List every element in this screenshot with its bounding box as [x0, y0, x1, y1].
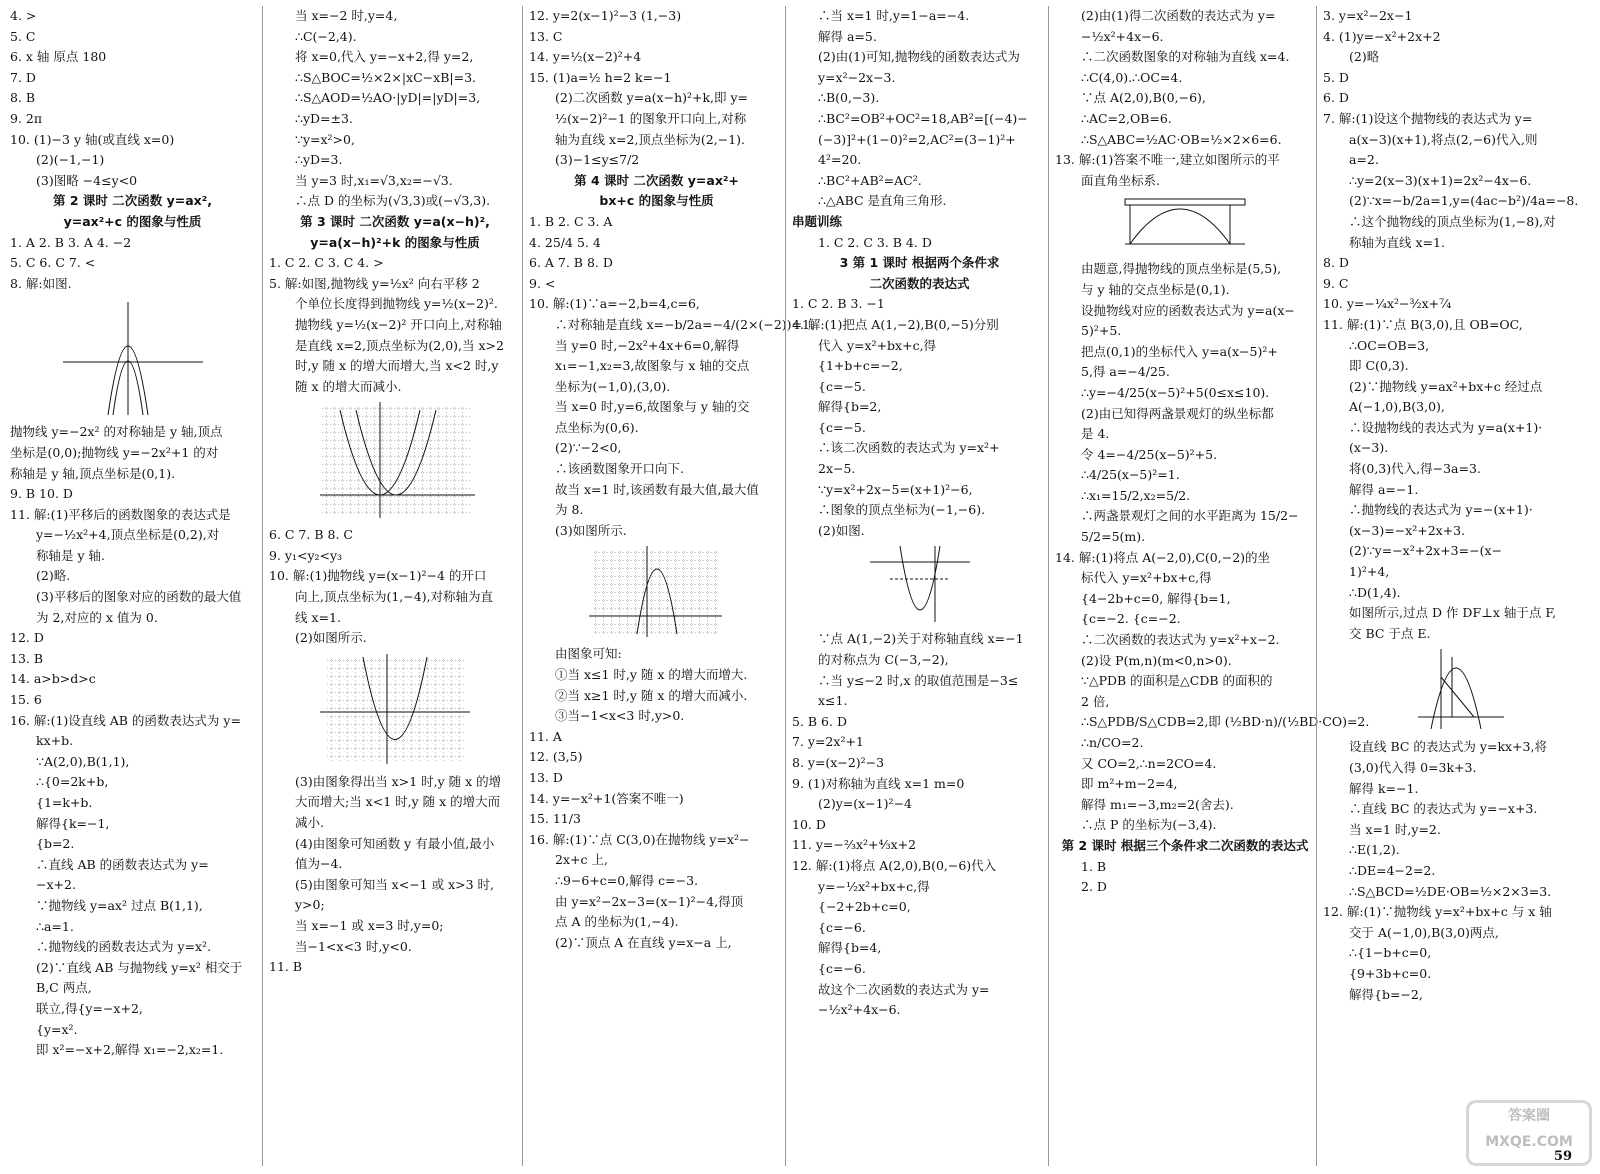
- answer-line: 4. 25/4 5. 4: [529, 234, 601, 250]
- answer-line: y=−½x²+bx+c,得: [818, 878, 930, 894]
- answer-line: ∴D(1,4).: [1349, 584, 1401, 600]
- answer-line: (2)∵直线 AB 与抛物线 y=x² 相交于: [36, 959, 243, 975]
- answer-line: ∴S△ABC=½AC·OB=½×2×6=6.: [1081, 131, 1282, 147]
- answer-line: 5,得 a=−4/25.: [1081, 364, 1170, 380]
- answer-line: 4. (1)y=−x²+2x+2: [1323, 28, 1441, 44]
- answer-line: 交于 A(−1,0),B(3,0)两点,: [1349, 924, 1499, 940]
- answer-line: 即 x²=−x+2,解得 x₁=−2,x₂=1.: [36, 1042, 224, 1058]
- answer-line: 4. 解:(1)把点 A(1,−2),B(0,−5)分别: [792, 316, 999, 332]
- answer-line: 设直线 BC 的表达式为 y=kx+3,将: [1349, 739, 1547, 755]
- answer-line: 解得{b=2,: [818, 399, 882, 415]
- answer-line: ∴n/CO=2.: [1081, 735, 1144, 750]
- answer-line: 1. C 2. B 3. −1: [792, 296, 885, 312]
- answer-line: 是 4.: [1081, 426, 1110, 442]
- column-1: [10, 6, 255, 1166]
- answer-line: 是直线 x=2,顶点坐标为(2,0),当 x>2: [295, 337, 504, 353]
- answer-line: (2)(−1,−1): [36, 152, 105, 168]
- answer-line: ③当−1<x<3 时,y>0.: [555, 708, 685, 724]
- answer-line: ∴y=−4/25(x−5)²+5(0≤x≤10).: [1081, 384, 1270, 400]
- answer-line: 5. B 6. D: [792, 713, 847, 729]
- answer-line: 5. D: [1323, 69, 1349, 85]
- answer-line: ∴a=1.: [36, 918, 74, 934]
- answer-line: y=−½x²+4,顶点坐标是(0,2),对: [36, 527, 220, 543]
- answer-line: ∴该二次函数的表达式为 y=x²+: [818, 440, 1000, 456]
- answer-line: {c=−6.: [818, 919, 866, 935]
- answer-line: 故当 x=1 时,该函数有最大值,最大值: [555, 481, 759, 497]
- answer-line: (2)如图所示.: [295, 630, 367, 646]
- answer-line: 为 8.: [555, 502, 584, 518]
- answer-line: 联立,得{y=−x+2,: [36, 1000, 143, 1016]
- answer-line: 坐标是(0,0);抛物线 y=−2x²+1 的对: [10, 444, 219, 460]
- answer-line: 14. y=½(x−2)²+4: [529, 49, 642, 65]
- answer-line: 10. (1)−3 y 轴(或直线 x=0): [10, 131, 175, 147]
- answer-line: ∴B(0,−3).: [818, 90, 880, 106]
- answer-line: ½(x−2)²−1 的图象开口向上,对称: [555, 110, 747, 126]
- answer-line: ∴S△AOD=½AO·|yD|=|yD|=3,: [295, 90, 481, 106]
- section-heading: 第 4 课时 二次函数 y=ax²+: [574, 172, 739, 188]
- section-heading: 第 2 课时 二次函数 y=ax²,: [53, 193, 212, 209]
- figure-bridge-arch: [1055, 194, 1315, 254]
- section-heading: 第 3 课时 二次函数 y=a(x−h)²,: [300, 213, 490, 229]
- answer-line: (2)由已知得两盏景观灯的纵坐标都: [1081, 405, 1274, 421]
- answer-line: 把点(0,1)的坐标代入 y=a(x−5)²+: [1081, 343, 1278, 359]
- answer-line: (3,0)代入得 0=3k+3.: [1349, 760, 1477, 775]
- answer-line: 6. x 轴 原点 180: [10, 49, 107, 65]
- answer-line: 由 y=x²−2x−3=(x−1)²−4,得顶: [555, 893, 744, 909]
- answer-line: 当 y=3 时,x₁=√3,x₂=−√3.: [295, 172, 453, 188]
- answer-line: (3)如图所示.: [555, 522, 627, 538]
- answer-line: ∴y=2(x−3)(x+1)=2x²−4x−6.: [1349, 172, 1532, 188]
- answer-line: 5/2=5(m).: [1081, 529, 1146, 545]
- answer-line: 1. A 2. B 3. A 4. −2: [10, 234, 132, 250]
- answer-line: ∴图象的顶点坐标为(−1,−6).: [818, 502, 986, 518]
- answer-line: 15. (1)a=½ h=2 k=−1: [529, 69, 672, 85]
- answer-line: ∵抛物线 y=ax² 过点 B(1,1),: [36, 897, 203, 913]
- answer-line: 称轴为直线 x=1.: [1349, 234, 1445, 250]
- answer-line: 7. y=2x²+1: [792, 734, 864, 750]
- answer-line: ∴点 D 的坐标为(√3,3)或(−√3,3).: [295, 193, 491, 209]
- answer-line: ∴AC=2,OB=6.: [1081, 110, 1172, 126]
- answer-line: 9. (1)对称轴为直线 x=1 m=0: [792, 775, 965, 791]
- answer-line: ∵点 A(1,−2)关于对称轴直线 x=−1: [818, 631, 1024, 647]
- answer-line: ∵A(2,0),B(1,1),: [36, 753, 130, 769]
- section-heading: 3 第 1 课时 根据两个条件求: [839, 255, 1000, 271]
- answer-line: 解得{k=−1,: [36, 815, 110, 831]
- answer-line: (5)由图象可知当 x<−1 或 x>3 时,: [295, 876, 494, 892]
- answer-line: 交 BC 于点 E.: [1349, 625, 1431, 641]
- answer-line: {c=−5.: [818, 419, 866, 435]
- answer-line: {c=−2. {c=−2.: [1081, 611, 1181, 627]
- answer-line: 时,y 随 x 的增大而增大,当 x<2 时,y: [295, 358, 499, 374]
- answer-line: 又 CO=2,∴n=2CO=4.: [1081, 755, 1217, 771]
- answer-line: 9. <: [529, 275, 556, 291]
- answer-line: 点 A 的坐标为(1,−4).: [555, 914, 679, 930]
- answer-line: ∵点 A(2,0),B(0,−6),: [1081, 90, 1206, 106]
- answer-line: 解得 a=5.: [818, 28, 877, 44]
- answer-line: 11. 解:(1)∵点 B(3,0),且 OB=OC,: [1323, 316, 1523, 332]
- answer-line: (3)图略 −4≤y<0: [36, 172, 138, 188]
- answer-line: 为 2,对应的 x 值为 0.: [36, 609, 158, 625]
- answer-line: ∴该函数图象开口向下.: [555, 461, 684, 477]
- answer-line: (2)y=(x−1)²−4: [818, 796, 912, 812]
- answer-line: 5. 解:如图,抛物线 y=½x² 向右平移 2: [269, 275, 480, 291]
- answer-line: 坐标为(−1,0),(3,0).: [555, 378, 671, 394]
- answer-line: ∴当 x=1 时,y=1−a=−4.: [818, 8, 970, 23]
- answer-line: 大而增大;当 x<1 时,y 随 x 的增大而: [295, 794, 501, 810]
- answer-line: (2)∵x=−b/2a=1,y=(4ac−b²)/4a=−8.: [1349, 193, 1579, 209]
- answer-line: 9. C: [1323, 275, 1349, 291]
- answer-line: ∴设抛物线的表达式为 y=a(x+1)·: [1349, 419, 1543, 435]
- answer-line: 7. D: [10, 69, 36, 85]
- answer-line: 16. 解:(1)设直线 AB 的函数表达式为 y=: [10, 712, 241, 728]
- answer-line: ∴对称轴是直线 x=−b/2a=−4/(2×(−2))=1.: [555, 316, 814, 332]
- answer-line: (2)∵y=−x²+2x+3=−(x−: [1349, 543, 1502, 559]
- answer-line: ∴x₁=15/2,x₂=5/2.: [1081, 487, 1191, 503]
- answer-line: 当 y=0 时,−2x²+4x+6=0,解得: [555, 337, 740, 353]
- column-4: [785, 6, 1047, 1166]
- answer-line: 当−1<x<3 时,y<0.: [295, 938, 412, 954]
- answer-line: 故这个二次函数的表达式为 y=: [818, 981, 990, 997]
- answer-line: ∴9−6+c=0,解得 c=−3.: [555, 872, 699, 888]
- answer-line: (2)∵−2<0,: [555, 440, 622, 456]
- answer-line: ∴两盏景观灯之间的水平距离为 15/2−: [1081, 508, 1299, 524]
- answer-line: (2)由(1)得二次函数的表达式为 y=: [1081, 8, 1276, 23]
- answer-line: 当 x=1 时,y=2.: [1349, 821, 1441, 837]
- answer-line: (2)∵抛物线 y=ax²+bx+c 经过点: [1349, 378, 1543, 394]
- figure-parabola-points: [792, 544, 1047, 624]
- answer-line: ∴E(1,2).: [1349, 842, 1400, 858]
- answer-line: 14. y=−x²+1(答案不唯一): [529, 790, 684, 806]
- answer-line: ∴yD=±3.: [295, 110, 353, 126]
- answer-line: x≤1.: [818, 693, 848, 709]
- answer-line: 抛物线 y=−2x² 的对称轴是 y 轴,顶点: [10, 424, 223, 440]
- answer-line: {9+3b+c=0.: [1349, 965, 1432, 981]
- answer-line: 串题训练: [792, 213, 843, 229]
- answer-line: 8. y=(x−2)²−3: [792, 755, 885, 770]
- answer-line: 当 x=0 时,y=6,故图象与 y 轴的交: [555, 399, 750, 415]
- answer-line: 5. C 6. C 7. <: [10, 255, 96, 271]
- answer-line: 9. B 10. D: [10, 486, 73, 502]
- answer-line: 点坐标为(0,6).: [555, 419, 639, 435]
- answer-line: 13. D: [529, 770, 563, 785]
- answer-line: 如图所示,过点 D 作 DF⊥x 轴于点 F,: [1349, 605, 1557, 621]
- answer-line: {c=−5.: [818, 378, 866, 394]
- answer-line: {1=k+b.: [36, 795, 93, 810]
- answer-line: 9. 2π: [10, 110, 43, 126]
- answer-line: 当 x=−1 或 x=3 时,y=0;: [295, 918, 444, 933]
- answer-line: 2 倍,: [1081, 693, 1110, 709]
- answer-line: y>0;: [295, 897, 325, 913]
- answer-line: 11. y=−⅔x²+⁴⁄₃x+2: [792, 837, 917, 853]
- answer-line: ∵△PDB 的面积是△CDB 的面积的: [1081, 673, 1273, 689]
- answer-line: y=x²−2x−3.: [818, 69, 896, 85]
- answer-line: ∴二次函数图象的对称轴为直线 x=4.: [1081, 49, 1290, 65]
- answer-line: 向上,顶点坐标为(1,−4),对称轴为直: [295, 589, 494, 605]
- answer-line: 4²=20.: [818, 152, 862, 168]
- answer-line: 减小.: [295, 815, 324, 831]
- answer-line: 11. B: [269, 959, 303, 975]
- answer-line: 5. C: [10, 28, 36, 44]
- column-6: [1316, 6, 1599, 1166]
- answer-line: 即 m²+m−2=4,: [1081, 776, 1178, 792]
- answer-line: ∴BC²=OB²+OC²=18,AB²=[(−4)−: [818, 110, 1028, 126]
- answer-line: 值为−4.: [295, 856, 343, 872]
- answer-line: ∴直线 AB 的函数表达式为 y=: [36, 856, 209, 872]
- answer-line: 1)²+4,: [1349, 564, 1390, 580]
- answer-line: (x−3)=−x²+2x+3.: [1349, 522, 1466, 538]
- answer-line: {4−2b+c=0, 解得{b=1,: [1081, 590, 1231, 606]
- answer-line: 14. 解:(1)将点 A(−2,0),C(0,−2)的坐: [1055, 549, 1271, 565]
- figure-parabola-triangle: [1323, 647, 1599, 732]
- answer-line: 2x−5.: [818, 461, 856, 477]
- answer-line: ①当 x≤1 时,y 随 x 的增大而增大.: [555, 667, 748, 683]
- answer-line: 15. 6: [10, 692, 42, 708]
- answer-line: 1. B: [1081, 858, 1107, 874]
- answer-line: 4. >: [10, 8, 37, 23]
- answer-line: 令 4=−4/25(x−5)²+5.: [1081, 446, 1218, 462]
- answer-line: 解得 m₁=−3,m₂=2(舍去).: [1081, 796, 1234, 812]
- answer-line: 将(0,3)代入,得−3a=3.: [1349, 461, 1481, 477]
- answer-line: ∴直线 BC 的表达式为 y=−x+3.: [1349, 801, 1538, 817]
- answer-line: (2)二次函数 y=a(x−h)²+k,即 y=: [555, 90, 749, 106]
- answer-line: 10. 解:(1)∵a=−2,b=4,c=6,: [529, 296, 700, 312]
- answer-line: −½x²+4x−6.: [818, 1002, 901, 1018]
- answer-line: ∵y=x²+2x−5=(x+1)²−6,: [818, 481, 973, 497]
- answer-line: ②当 x≥1 时,y 随 x 的增大而减小.: [555, 687, 748, 703]
- answer-line: 1. C 2. C 3. C 4. >: [269, 255, 384, 271]
- answer-line: 10. 解:(1)抛物线 y=(x−1)²−4 的开口: [269, 568, 487, 584]
- answer-line: ∴C(4,0).∴OC=4.: [1081, 69, 1183, 85]
- answer-line: {b=2.: [36, 836, 75, 852]
- answer-line: 2x+c 上,: [555, 852, 608, 868]
- answer-line: 抛物线 y=½(x−2)² 开口向上,对称轴: [295, 316, 502, 332]
- answer-line: ∴△ABC 是直角三角形.: [818, 193, 947, 209]
- answer-line: (−3)]²+(1−0)²=2,AC²=(3−1)²+: [818, 131, 1016, 147]
- answer-line: ∴{0=2k+b,: [36, 774, 109, 790]
- answer-line: ∴4/25(x−5)²=1.: [1081, 467, 1180, 483]
- answer-line: ∴点 P 的坐标为(−3,4).: [1081, 817, 1217, 833]
- answer-line: 8. 解:如图.: [10, 275, 72, 291]
- answer-line: ∴{1−b+c=0,: [1349, 945, 1432, 961]
- answer-line: ∴二次函数的表达式为 y=x²+x−2.: [1081, 632, 1280, 648]
- answer-line: (2)如图.: [818, 522, 865, 538]
- answer-line: 即 C(0,3).: [1349, 358, 1409, 374]
- answer-line: 6. C 7. B 8. C: [269, 527, 353, 543]
- answer-line: 15. 11/3: [529, 811, 581, 827]
- answer-line: (x−3).: [1349, 440, 1389, 456]
- answer-line: 由题意,得抛物线的顶点坐标是(5,5),: [1081, 261, 1282, 277]
- answer-line: 3. y=x²−2x−1: [1323, 8, 1413, 23]
- answer-line: 1. B 2. C 3. A: [529, 213, 613, 229]
- answer-line: (4)由图象可知函数 y 有最小值,最小: [295, 835, 495, 851]
- answer-line: 个单位长度得到抛物线 y=½(x−2)².: [295, 296, 498, 312]
- answer-line: 解得 a=−1.: [1349, 481, 1419, 497]
- answer-line: 12. 解:(1)将点 A(2,0),B(0,−6)代入: [792, 857, 997, 873]
- answer-line: 14. a>b>d>c: [10, 671, 96, 687]
- answer-line: 12. y=2(x−1)²−3 (1,−3): [529, 8, 682, 23]
- answer-line: (3)由图象得出当 x>1 时,y 随 x 的增: [295, 773, 502, 789]
- answer-line: 11. 解:(1)平移后的函数图象的表达式是: [10, 506, 231, 522]
- answer-line: 解得 k=−1.: [1349, 780, 1419, 796]
- answer-line: ∴C(−2,4).: [295, 28, 357, 44]
- section-heading: 第 2 课时 根据三个条件求二次函数的表达式: [1061, 837, 1309, 853]
- section-heading: 二次函数的表达式: [869, 275, 970, 291]
- answer-line: ∴S△PDB/S△CDB=2,即 (½BD·n)/(½BD·CO)=2.: [1081, 714, 1370, 730]
- answer-line: −½x²+4x−6.: [1081, 28, 1164, 44]
- answer-line: 与 y 轴的交点坐标是(0,1).: [1081, 281, 1230, 297]
- answer-line: 6. A 7. B 8. D: [529, 255, 613, 271]
- figure-grid-parabola-max: [529, 544, 784, 639]
- answer-line: (2)∵顶点 A 在直线 y=x−a 上,: [555, 934, 732, 950]
- answer-line: 13. 解:(1)答案不唯一,建立如图所示的平: [1055, 152, 1280, 168]
- answer-line: ∴S△BOC=½×2×|xC−xB|=3.: [295, 69, 476, 85]
- answer-line: 称轴是 y 轴.: [36, 547, 105, 563]
- answer-line: {−2+2b+c=0,: [818, 899, 911, 915]
- answer-line: ∴OC=OB=3,: [1349, 337, 1430, 353]
- answer-line: ∴这个抛物线的顶点坐标为(1,−8),对: [1349, 213, 1556, 229]
- answer-line: 8. D: [1323, 255, 1349, 271]
- figure-grid-parabola-min: [269, 652, 521, 767]
- answer-line: kx+b.: [36, 733, 74, 749]
- answer-line: 13. C: [529, 28, 563, 44]
- answer-line: {1+b+c=−2,: [818, 358, 903, 374]
- answer-line: ∵y=x²>0,: [295, 131, 355, 147]
- answer-line: ∴当 y≤−2 时,x 的取值范围是−3≤: [818, 672, 1019, 688]
- answer-line: 13. B: [10, 650, 44, 666]
- answer-line: (2)由(1)可知,抛物线的函数表达式为: [818, 49, 1020, 65]
- answer-line: 称轴是 y 轴,顶点坐标是(0,1).: [10, 465, 176, 481]
- answer-line: ∴DE=4−2=2.: [1349, 862, 1436, 878]
- answer-line: 2. D: [1081, 879, 1107, 895]
- answer-line: (2)设 P(m,n)(m<0,n>0).: [1081, 652, 1232, 668]
- answer-line: 由图象可知:: [555, 646, 622, 662]
- answer-line: (2)略: [1349, 49, 1380, 65]
- answer-line: 当 x=−2 时,y=4,: [295, 8, 398, 23]
- answer-line: (3)平移后的图象对应的函数的最大值: [36, 589, 242, 605]
- answer-line: 轴为直线 x=2,顶点坐标为(2,−1).: [555, 131, 746, 147]
- answer-line: 标代入 y=x²+bx+c,得: [1081, 570, 1212, 586]
- answer-line: x₁=−1,x₂=3,故图象与 x 轴的交点: [555, 358, 750, 374]
- answer-line: 8. B: [10, 90, 36, 106]
- answer-line: 线 x=1.: [295, 609, 341, 625]
- answer-line: 的对称点为 C(−3,−2),: [818, 652, 949, 668]
- answer-line: 随 x 的增大而减小.: [295, 378, 402, 394]
- answer-line: 1. C 2. C 3. B 4. D: [818, 234, 932, 250]
- answer-line: 7. 解:(1)设这个抛物线的表达式为 y=: [1323, 110, 1533, 126]
- answer-line: 面直角坐标系.: [1081, 172, 1160, 188]
- answer-line: 代入 y=x²+bx+c,得: [818, 337, 937, 353]
- answer-line: (3)−1≤y≤7/2: [555, 152, 640, 168]
- answer-line: ∴BC²+AB²=AC².: [818, 172, 922, 188]
- answer-line: 12. D: [10, 630, 44, 646]
- answer-line: 6. D: [1323, 90, 1349, 106]
- answer-line: 5)²+5.: [1081, 323, 1122, 339]
- answer-line: 10. D: [792, 816, 826, 832]
- answer-line: 解得{b=−2,: [1349, 986, 1423, 1002]
- answer-line: −x+2.: [36, 877, 76, 893]
- answer-line: ∴抛物线的表达式为 y=−(x+1)·: [1349, 502, 1533, 518]
- answer-line: 9. y₁<y₂<y₃: [269, 547, 343, 563]
- answer-line: 12. 解:(1)∵抛物线 y=x²+bx+c 与 x 轴: [1323, 904, 1552, 920]
- answer-line: 将 x=0,代入 y=−x+2,得 y=2,: [295, 49, 474, 65]
- answer-line: ∴S△BCD=½DE·OB=½×2×3=3.: [1349, 883, 1552, 899]
- figure-grid-two-parabolas: [269, 400, 521, 520]
- page-number: 59: [1553, 1149, 1572, 1164]
- answer-line: (2)略.: [36, 568, 71, 584]
- answer-line: 10. y=−¼x²−³⁄₂x+⁷⁄₄: [1323, 296, 1452, 312]
- answer-line: ∴yD=3.: [295, 152, 343, 168]
- answer-line: a=2.: [1349, 152, 1379, 168]
- figure-parabola-axes: [10, 297, 255, 417]
- answer-line: 设抛物线对应的函数表达式为 y=a(x−: [1081, 302, 1295, 318]
- watermark-logo: 答案圈 MXQE.COM: [1466, 1100, 1592, 1166]
- answer-line: 12. (3,5): [529, 749, 583, 765]
- answer-line: 11. A: [529, 728, 562, 744]
- answer-line: 解得{b=4,: [818, 940, 882, 956]
- answer-line: ∴抛物线的函数表达式为 y=x².: [36, 939, 212, 955]
- answer-line: B,C 两点,: [36, 980, 92, 996]
- answer-line: {y=x².: [36, 1021, 78, 1037]
- answer-line: 16. 解:(1)∵点 C(3,0)在抛物线 y=x²−: [529, 831, 750, 847]
- section-heading: y=a(x−h)²+k 的图象与性质: [310, 234, 480, 250]
- answer-line: A(−1,0),B(3,0),: [1349, 399, 1445, 415]
- column-2: [262, 6, 521, 1166]
- answer-line: {c=−6.: [818, 960, 866, 976]
- answer-line: a(x−3)(x+1),将点(2,−6)代入,则: [1349, 131, 1538, 147]
- section-heading: bx+c 的图象与性质: [599, 193, 714, 209]
- section-heading: y=ax²+c 的图象与性质: [63, 213, 202, 229]
